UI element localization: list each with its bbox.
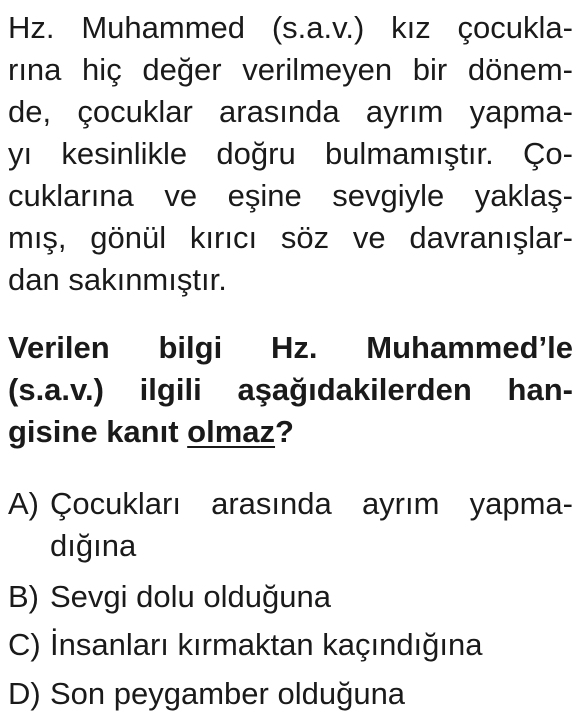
option-text: Çocukları arasında ayrım yapma- — [50, 486, 573, 521]
paragraph-line: Hz. Muhammed (s.a.v.) kız çocukla- — [8, 10, 573, 45]
paragraph-line: dan sakınmıştır. — [8, 262, 227, 297]
question-mark: ? — [275, 414, 294, 449]
question-line3-prefix: gisine kanıt — [8, 414, 188, 449]
option-text: Son peygamber olduğuna — [50, 676, 406, 711]
option-letter: B) — [8, 579, 39, 614]
paragraph-line: de, çocuklar arasında ayrım yapma- — [8, 94, 573, 129]
paragraph-line: mış, gönül kırıcı söz ve davranışlar- — [8, 220, 573, 255]
option-letter: A) — [8, 486, 39, 521]
option-text: İnsanları kırmaktan kaçındığına — [50, 627, 483, 662]
question-line: Verilen bilgi Hz. Muhammed’le — [8, 330, 573, 365]
option-a-continuation: dığına — [50, 528, 137, 563]
option-text: Sevgi dolu olduğuna — [50, 579, 331, 614]
paragraph-line: rına hiç değer verilmeyen bir dönem- — [8, 52, 573, 87]
negation-word: olmaz — [187, 414, 276, 449]
paragraph-line: yı kesinlikle doğru bulmamıştır. Ço- — [8, 136, 573, 171]
question-line — [8, 412, 573, 452]
question-line: (s.a.v.) ilgili aşağıdakilerden han- — [8, 372, 573, 407]
option-letter: D) — [8, 676, 41, 711]
option-letter: C) — [8, 627, 41, 662]
paragraph-line: cuklarına ve eşine sevgiyle yaklaş- — [8, 178, 573, 213]
